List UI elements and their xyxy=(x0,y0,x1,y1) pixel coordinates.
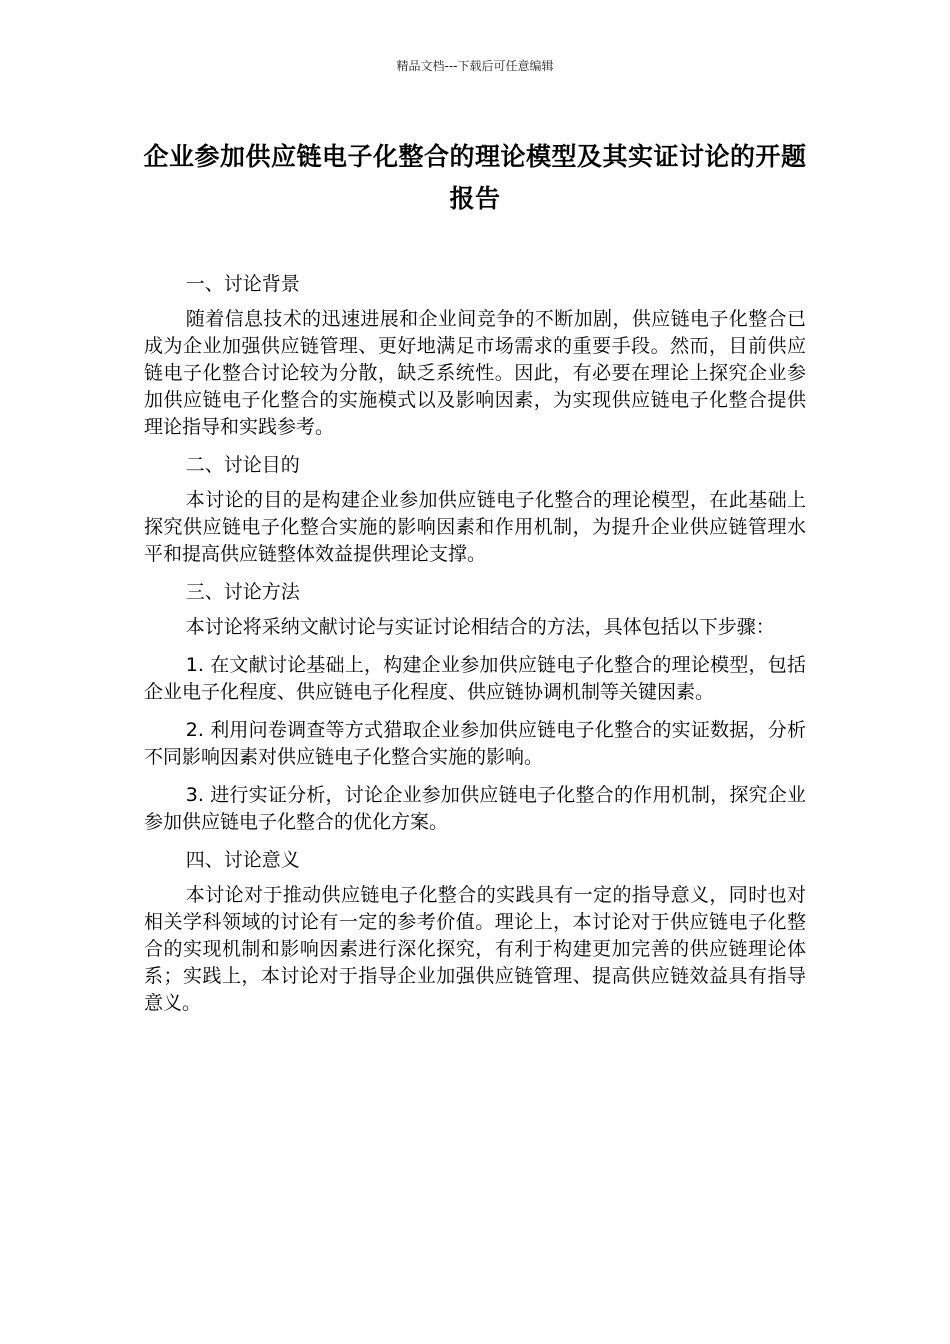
section-heading-purpose: 二、讨论目的 xyxy=(185,454,300,476)
method-step-1: 1. 在文献讨论基础上，构建企业参加供应链电子化整合的理论模型，包括企业电子化程度、供应链电子化程度、供应链协调机制等关键因素。 xyxy=(144,654,806,703)
page-header: 精品文档---下载后可任意编辑 xyxy=(396,59,554,73)
method-step-3: 3. 进行实证分析，讨论企业参加供应链电子化整合的作用机制，探究企业参加供应链电子化整合的优化方案。 xyxy=(144,784,806,833)
section-heading-background: 一、讨论背景 xyxy=(185,273,300,295)
purpose-paragraph: 本讨论的目的是构建企业参加供应链电子化整合的理论模型，在此基础上探究供应链电子化整合实施的影响因素和作用机制，为提升企业供应链管理水平和提高供应链整体效益提供理论支撑。 xyxy=(144,489,806,565)
method-step-2: 2. 利用问卷调查等方式猎取企业参加供应链电子化整合的实证数据，分析不同影响因素对供应链电子化整合实施的影响。 xyxy=(144,719,806,768)
document-title: 企业参加供应链电子化整合的理论模型及其实证讨论的开题报告 xyxy=(143,142,807,213)
method-intro-paragraph: 本讨论将采纳文献讨论与实证讨论相结合的方法，具体包括以下步骤： xyxy=(185,616,775,638)
background-paragraph: 随着信息技术的迅速进展和企业间竞争的不断加剧，供应链电子化整合已成为企业加强供应链管理、更好地满足市场需求的重要手段。然而，目前供应链电子化整合讨论较为分散，缺乏系统性。因此，有必要在理论上探究企业参加供应链电子化整合的实施模式以及影响因素，为实现供应链电子化整合提供理论指导和实践参考。 xyxy=(144,308,806,438)
section-heading-significance: 四、讨论意义 xyxy=(185,849,300,871)
section-heading-method: 三、讨论方法 xyxy=(185,581,300,603)
document-body xyxy=(144,268,806,1028)
significance-paragraph: 本讨论对于推动供应链电子化整合的实践具有一定的指导意义，同时也对相关学科领域的讨论有一定的参考价值。理论上，本讨论对于供应链电子化整合的实现机制和影响因素进行深化探究，有利于构建更加完善的供应链理论体系；实践上，本讨论对于指导企业加强供应链管理、提高供应链效益具有指导意义。 xyxy=(144,884,806,1014)
